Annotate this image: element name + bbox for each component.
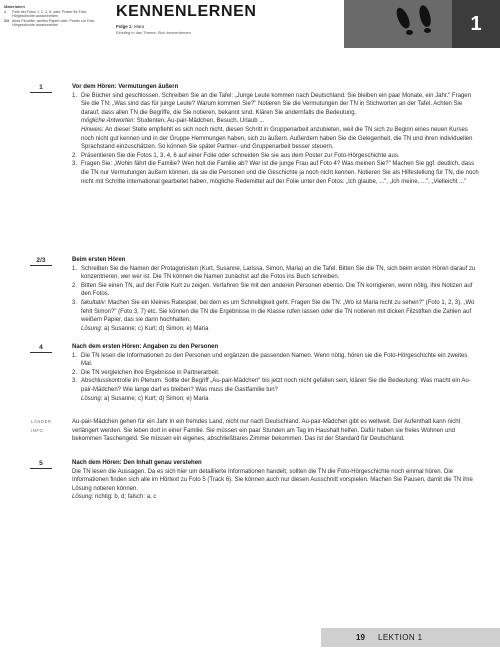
materials-item [4, 10, 99, 19]
page-header [0, 0, 500, 48]
page-number: 19 [356, 633, 365, 642]
section-block [72, 256, 480, 333]
item-text: Fragen Sie: „Wohin fährt die Familie? Wen holt die Familie ab? Wer ist die junge Frau auf Foto 4? Was meinen Sie?" Machen Sie ggf. deutlich, dass die TN nur Vermutungen äußern können, da sie die Personen und die Geschichte ja noch nicht kennen. Notieren Sie als Hilfestellung für TN, die noch nicht mit Schritte international gearbeitet haben, mögliche Redemittel auf der Folie unter den Fotos: „Ich glaube, ...", „Ich meine, ...", „Vielleicht ..." [81, 161, 479, 185]
item-text: An dieser Stelle empfiehlt es sich noch nicht, diesen Schritt in Gruppenarbeit anzubieten, weil die TN sich zu Beginn eines neuen Kurses noch nicht gut kennen und in der Gruppe Hemmungen haben, sich zu äußern. Außerdem haben Sie die Gelegenheit, die TN und ihren individuellen Sprachstand einzuschätzen. So können Sie später Partner- und Gruppenarbeit besser steuern. [81, 126, 473, 151]
item-text: Bitten Sie einen TN, auf der Folie Kurt zu zeigen. Verfahren Sie mit den anderen Personen ebenso. Die TN korrigieren, wenn nötig, ihre Notizen auf den Fotos. [81, 282, 473, 298]
materials-item [4, 19, 99, 28]
list-item [72, 369, 480, 378]
item-number: 3. [72, 378, 78, 385]
item-text: Die Bücher sind geschlossen. Schreiben Sie an die Tafel: „Junge Leute kommen nach Deutschland. Sie bleiben ein paar Monate, ein Jahr." Fragen Sie die TN: „Was sind das für junge Leute? Warum kommen Sie?" Notieren Sie die Vermutungen der TN in Stichworten an der Tafel. Achten Sie darauf, dass allen TN die Begriffe, die Sie notieren, bekannt sind. Klären Sie andernfalls die Bedeutung. [81, 92, 471, 116]
list-item [72, 395, 480, 404]
episode-name: Mara [132, 24, 145, 29]
section-number: 1 [452, 0, 500, 48]
footprint-icon [424, 28, 431, 33]
materials-title: Materialien [4, 4, 25, 9]
info-block [72, 418, 480, 444]
item-text: a) Susanne; c) Kurt; d) Simon; e) Maria [102, 325, 209, 332]
section-block [72, 83, 480, 186]
footprint-icon [406, 30, 413, 35]
section-heading: Beim ersten Hören [72, 257, 126, 263]
info-side-label [31, 418, 52, 435]
list-item [72, 92, 480, 118]
section-label: 2/3 [30, 257, 52, 266]
list-item [72, 325, 480, 334]
solution-label: Lösung: [72, 494, 94, 501]
section-heading: Nach dem Hören: Den Inhalt genau verstehen [72, 460, 202, 466]
section-label: 5 [30, 460, 52, 469]
item-text: Abschlusskontrolle im Plenum. Sollte der Begriff „Au-pair-Mädchen" bis jetzt noch nicht gefallen sein, klären Sie die Bedeutung: Was macht ein Au-pair-Mädchen? Wie lange darf es bleiben? Was muss die Gastfamilie tun? [81, 378, 471, 393]
list-item [72, 152, 480, 161]
item-number: 1. [72, 352, 78, 359]
item-italic-label: Hinweis: [81, 126, 104, 133]
topic-subtitle: Einstieg in das Thema: Sich kennenlernen [116, 30, 191, 35]
list-item [72, 352, 480, 369]
item-italic-label: Lösung: [81, 395, 103, 402]
item-italic-label: fakultativ: [81, 299, 107, 306]
section-block [72, 459, 480, 502]
list-item [72, 265, 480, 282]
item-text: Die TN vergleichen ihre Ergebnisse in Partnerarbeit. [81, 369, 220, 376]
item-text: Die TN lesen die Informationen zu den Personen und ergänzen die passenden Namen. Wenn nötig, hören sie die Foto-Hörgeschichte ein zweites Mal. [81, 352, 468, 368]
instruction-list [72, 352, 480, 404]
materials-box [4, 5, 99, 28]
item-italic-label: mögliche Antworten: [81, 118, 136, 125]
item-text: Studenten, Au-pair-Mädchen, Besuch, Urlaub ... [135, 118, 265, 125]
item-number: 2. [72, 152, 78, 159]
section-heading: Vor dem Hören: Vermutungen äußern [72, 84, 179, 90]
episode-subtitle [116, 24, 144, 29]
item-number: 1. [72, 265, 78, 272]
list-item [72, 117, 480, 126]
instruction-list [72, 92, 480, 187]
item-number: 1. [72, 92, 78, 99]
info-label-top: LÄNDER [31, 419, 52, 424]
section-text: Die TN lesen die Aussagen. Da es sich hier um detaillierte Informationen handelt, sollten die TN die Foto-Hörgeschichte noch einmal hören. Die Informationen finden sich alle im Hörtext zu Foto 5 (Track 6). Sie können auch nur diesen Ausschnitt vorspielen. Machen Sie Pausen, damit die TN ihre Lösung notieren können. [72, 468, 473, 492]
materials-item-key: 2/3 [4, 18, 9, 23]
section-solution [72, 493, 480, 502]
info-label-bottom: INFO [31, 427, 44, 433]
item-text: Schreiben Sie die Namen der Protagonisten (Kurt, Susanne, Larissa, Simon, Maria) an die Tafel. Bitten Sie die TN, sich beim ersten Hören darauf zu konzentrieren, wer wer ist. Die TN können die Namen zunächst auf die Fotos ins Buch schreiben. [81, 265, 476, 281]
section-label: 4 [30, 344, 52, 353]
item-text: Machen Sie ein kleines Ratespiel, bei dem es um Schnelligkeit geht. Fragen Sie die TN: „Wo ist Maria nicht zu sehen?" (Foto 1, 2, 3), „Wo fehlt Simon?" (Foto 3, 7) etc. Sie können die TN die Ergebnisse in die Klasse rufen lassen oder die TN notieren mit dicken Filzstiften die Zahlen auf weißem Papier, das sie dann hochhalten. [81, 299, 475, 324]
list-item [72, 299, 480, 325]
materials-item-text: Folie der Fotos 1, 2, 4, 6; oder: Poster für Foto-Hörgeschichte ausschneiden [12, 9, 88, 19]
list-item [72, 160, 480, 186]
item-number: 3. [72, 161, 78, 168]
item-number: 3. [72, 299, 78, 306]
item-text: Präsentieren Sie die Fotos 1, 3, 4, 6 auf einer Folie oder schneiden Sie sie aus dem Poster zur Foto-Hörgeschichte aus. [81, 152, 400, 159]
list-item [72, 282, 480, 299]
materials-item-key: 1 [4, 9, 6, 14]
item-text: a) Susanne; c) Kurt; d) Simon; e) Maria [102, 395, 209, 402]
section-heading: Nach dem ersten Hören: Angaben zu den Personen [72, 344, 219, 350]
item-number: 2. [72, 282, 78, 289]
section-block [72, 343, 480, 403]
lesson-label: LEKTION 1 [378, 633, 423, 642]
list-item [72, 126, 480, 152]
info-text: Au-pair-Mädchen gehen für ein Jahr in ein fremdes Land, nicht nur nach Deutschland. Au-pair-Mädchen gibt es weltweit. Der Aufenthalt kann nicht verlängert werden. Sie leben dort in einer Familie. Sie müssen ein paar Stunden am Tag im Haushalt helfen. Dafür haben sie freies Wohnen und bekommen Taschengeld. Sie müssen ein eigenes, abschließbares Zimmer bekommen. Das ist der Standard für Deutschland. [72, 419, 461, 443]
item-number: 2. [72, 369, 78, 376]
item-italic-label: Lösung: [81, 325, 103, 332]
episode-label: Folge 1: [116, 24, 133, 29]
section-label: 1 [30, 84, 52, 93]
materials-item-text: dicke Filzstifte, weißes Papier oder: Poster zur Foto-Hörgeschichte ausschneiden [12, 18, 96, 28]
solution-text: richtig: b, d; falsch: a, c [93, 494, 157, 501]
page-title: KENNENLERNEN [116, 3, 257, 20]
instruction-list [72, 265, 480, 334]
list-item [72, 377, 480, 394]
